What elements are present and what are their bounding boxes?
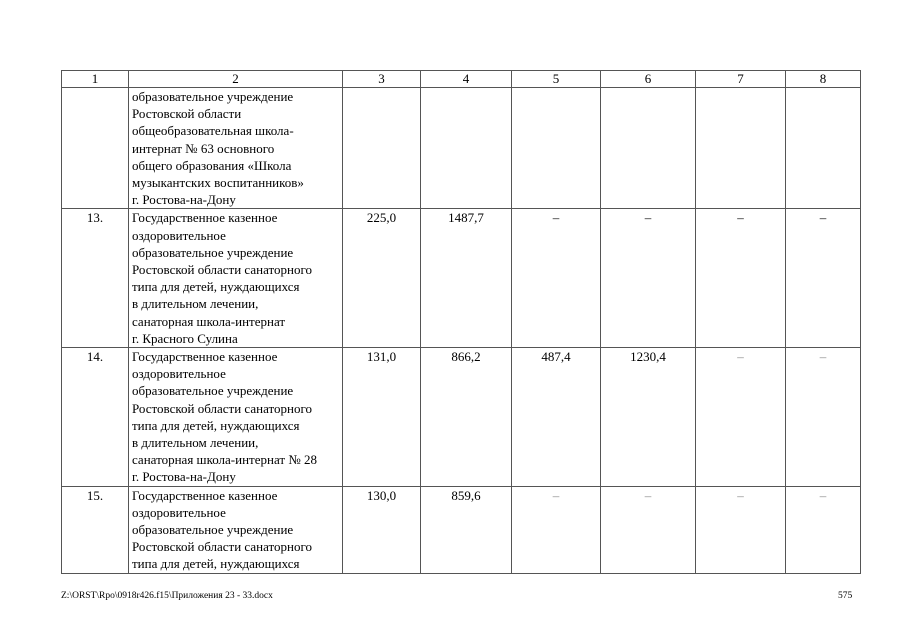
name-line: образовательное учреждение xyxy=(132,244,294,260)
name-line: образовательное учреждение xyxy=(132,383,294,399)
name-line: в длительном лечении, xyxy=(132,296,259,312)
name-line: Ростовской области xyxy=(132,106,242,122)
cell-col-5 xyxy=(512,88,601,209)
cell-col-8: – xyxy=(786,486,861,573)
name-line: г. Ростова-на-Дону xyxy=(132,192,236,208)
footer-page-number: 575 xyxy=(838,591,853,601)
header-col-8: 8 xyxy=(786,71,861,88)
name-line: санаторная школа-интернат xyxy=(132,313,286,329)
cell-col-3 xyxy=(343,88,421,209)
cell-col-8 xyxy=(786,88,861,209)
cell-col-6: 1230,4 xyxy=(601,348,696,487)
cell-col-7: – xyxy=(696,209,786,348)
header-col-2: 2 xyxy=(129,71,343,88)
cell-col-7: – xyxy=(696,348,786,487)
name-line: общего образования «Школа xyxy=(132,157,292,173)
institution-name xyxy=(129,88,343,209)
row-number: 15. xyxy=(62,486,129,573)
cell-col-6: – xyxy=(601,486,696,573)
cell-col-5: – xyxy=(512,486,601,573)
institution-name xyxy=(129,348,343,487)
name-line: типа для детей, нуждающихся xyxy=(132,556,300,572)
name-line: образовательное учреждение xyxy=(132,89,294,104)
header-col-7: 7 xyxy=(696,71,786,88)
cell-col-4 xyxy=(421,88,512,209)
table-row xyxy=(62,209,861,348)
name-line: Ростовской области санаторного xyxy=(132,539,312,555)
name-line: Государственное казенное xyxy=(132,487,278,503)
name-line: г. Красного Сулина xyxy=(132,330,238,346)
cell-col-4: 859,6 xyxy=(421,486,512,573)
cell-col-4: 866,2 xyxy=(421,348,512,487)
table-header-row xyxy=(62,71,861,88)
cell-col-3: 131,0 xyxy=(343,348,421,487)
cell-col-3: 130,0 xyxy=(343,486,421,573)
footer-file-path: Z:\ORST\Rpo\0918r426.f15\Приложения 23 - 33.docx xyxy=(61,591,273,601)
row-number: 14. xyxy=(62,348,129,487)
header-col-3: 3 xyxy=(343,71,421,88)
cell-col-6 xyxy=(601,88,696,209)
institution-name xyxy=(129,486,343,573)
table-row xyxy=(62,486,861,573)
name-line: оздоровительное xyxy=(132,366,226,382)
name-line: оздоровительное xyxy=(132,504,226,520)
row-number: 13. xyxy=(62,209,129,348)
institution-name xyxy=(129,209,343,348)
name-line: в длительном лечении, xyxy=(132,435,259,451)
name-line: санаторная школа-интернат № 28 xyxy=(132,452,317,468)
cell-col-3: 225,0 xyxy=(343,209,421,348)
cell-col-8: – xyxy=(786,209,861,348)
name-line: оздоровительное xyxy=(132,227,226,243)
cell-col-7 xyxy=(696,88,786,209)
name-line: музыкантских воспитанников» xyxy=(132,175,304,191)
cell-col-8: – xyxy=(786,348,861,487)
header-col-4: 4 xyxy=(421,71,512,88)
cell-col-7: – xyxy=(696,486,786,573)
cell-col-5: – xyxy=(512,209,601,348)
header-col-6: 6 xyxy=(601,71,696,88)
name-line: Ростовской области санаторного xyxy=(132,400,312,416)
name-line: типа для детей, нуждающихся xyxy=(132,417,300,433)
name-line: типа для детей, нуждающихся xyxy=(132,279,300,295)
cell-col-4: 1487,7 xyxy=(421,209,512,348)
appendix-table xyxy=(61,70,861,574)
table-row xyxy=(62,88,861,209)
header-col-5: 5 xyxy=(512,71,601,88)
header-col-1: 1 xyxy=(62,71,129,88)
cell-col-6: – xyxy=(601,209,696,348)
name-line: Государственное казенное xyxy=(132,210,278,226)
name-line: общеобразовательная школа- xyxy=(132,123,294,139)
cell-col-5: 487,4 xyxy=(512,348,601,487)
name-line: Государственное казенное xyxy=(132,349,278,365)
table-row xyxy=(62,348,861,487)
name-line: интернат № 63 основного xyxy=(132,140,275,156)
row-number xyxy=(62,88,129,209)
name-line: образовательное учреждение xyxy=(132,522,294,538)
name-line: г. Ростова-на-Дону xyxy=(132,469,236,485)
name-line: Ростовской области санаторного xyxy=(132,262,312,278)
